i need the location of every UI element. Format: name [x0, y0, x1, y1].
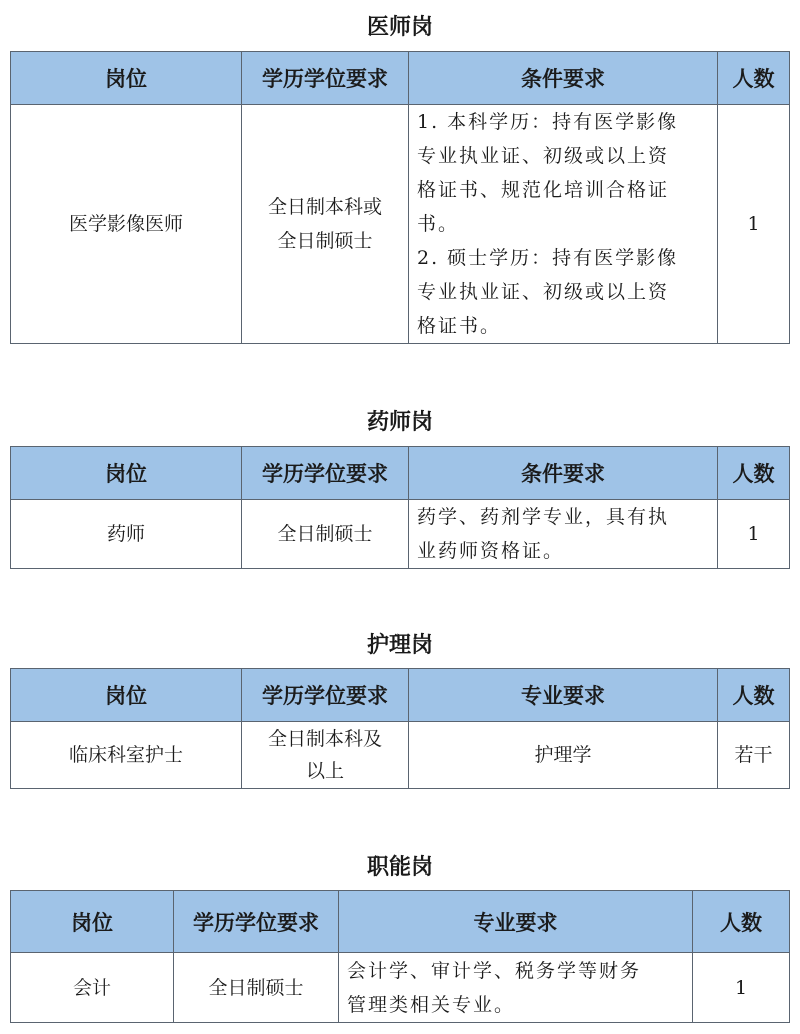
specialty-line: 护理学: [534, 744, 592, 766]
education-line: 全日制本科或: [267, 196, 382, 218]
condition-line: 书。: [417, 213, 460, 235]
pharmacist-table: [10, 446, 790, 569]
section-title-nursing: 护理岗: [366, 633, 433, 658]
education-cell: [242, 722, 409, 789]
condition-cell: [409, 105, 718, 344]
count-cell: 若干: [718, 722, 790, 789]
count-cell: 1: [718, 500, 790, 569]
header-position: 岗位: [11, 891, 174, 953]
section-title-pharmacist: 药师岗: [366, 410, 433, 435]
table-row: [11, 953, 790, 1023]
education-line: 全日制硕士: [277, 230, 373, 252]
specialty-cell: [409, 722, 718, 789]
education-cell: [242, 105, 409, 344]
header-education: 学历学位要求: [242, 52, 409, 105]
nursing-table: [10, 668, 790, 789]
position-cell: 临床科室护士: [11, 722, 242, 789]
education-line: 全日制硕士: [277, 523, 373, 545]
specialty-line: 管理类相关专业。: [347, 993, 516, 1016]
header-specialty: 专业要求: [409, 669, 718, 722]
header-position: 岗位: [11, 52, 242, 105]
count-cell: 1: [693, 953, 790, 1023]
condition-line: 专业执业证、初级或以上资: [417, 145, 670, 167]
education-line: 全日制硕士: [208, 976, 304, 999]
table-header-row: [11, 891, 790, 953]
specialty-line: 会计学、审计学、税务学等财务: [347, 959, 642, 982]
table-row: [11, 500, 790, 569]
header-condition: 条件要求: [409, 52, 718, 105]
education-line: 以上: [305, 760, 344, 782]
condition-line: 1. 本科学历：持有医学影像: [417, 111, 679, 133]
education-line: 全日制本科及: [267, 728, 382, 750]
header-education: 学历学位要求: [242, 669, 409, 722]
table-row: [11, 105, 790, 344]
education-cell: [174, 953, 339, 1023]
condition-cell: [409, 500, 718, 569]
specialty-cell: [339, 953, 693, 1023]
header-education: 学历学位要求: [174, 891, 339, 953]
table-header-row: [11, 669, 790, 722]
table-row: [11, 722, 790, 789]
position-cell: 会计: [11, 953, 174, 1023]
header-specialty: 专业要求: [339, 891, 693, 953]
section-title-functional: 职能岗: [366, 855, 433, 880]
header-condition: 条件要求: [409, 447, 718, 500]
education-cell: [242, 500, 409, 569]
functional-table: [10, 890, 790, 1023]
section-title-doctor: 医师岗: [366, 15, 433, 40]
header-count: 人数: [718, 52, 790, 105]
header-count: 人数: [718, 447, 790, 500]
condition-line: 药学、药剂学专业，具有执: [417, 506, 670, 528]
position-cell: 医学影像医师: [11, 105, 242, 344]
condition-line: 格证书、规范化培训合格证: [417, 179, 670, 201]
condition-line: 业药师资格证。: [417, 540, 565, 562]
table-header-row: [11, 52, 790, 105]
condition-line: 2. 硕士学历：持有医学影像: [417, 247, 679, 269]
header-education: 学历学位要求: [242, 447, 409, 500]
header-position: 岗位: [11, 669, 242, 722]
table-header-row: [11, 447, 790, 500]
doctor-table: [10, 51, 790, 344]
position-cell: 药师: [11, 500, 242, 569]
condition-line: 专业执业证、初级或以上资: [417, 281, 670, 303]
condition-line: 格证书。: [417, 315, 502, 337]
header-count: 人数: [693, 891, 790, 953]
header-position: 岗位: [11, 447, 242, 500]
header-count: 人数: [718, 669, 790, 722]
count-cell: 1: [718, 105, 790, 344]
